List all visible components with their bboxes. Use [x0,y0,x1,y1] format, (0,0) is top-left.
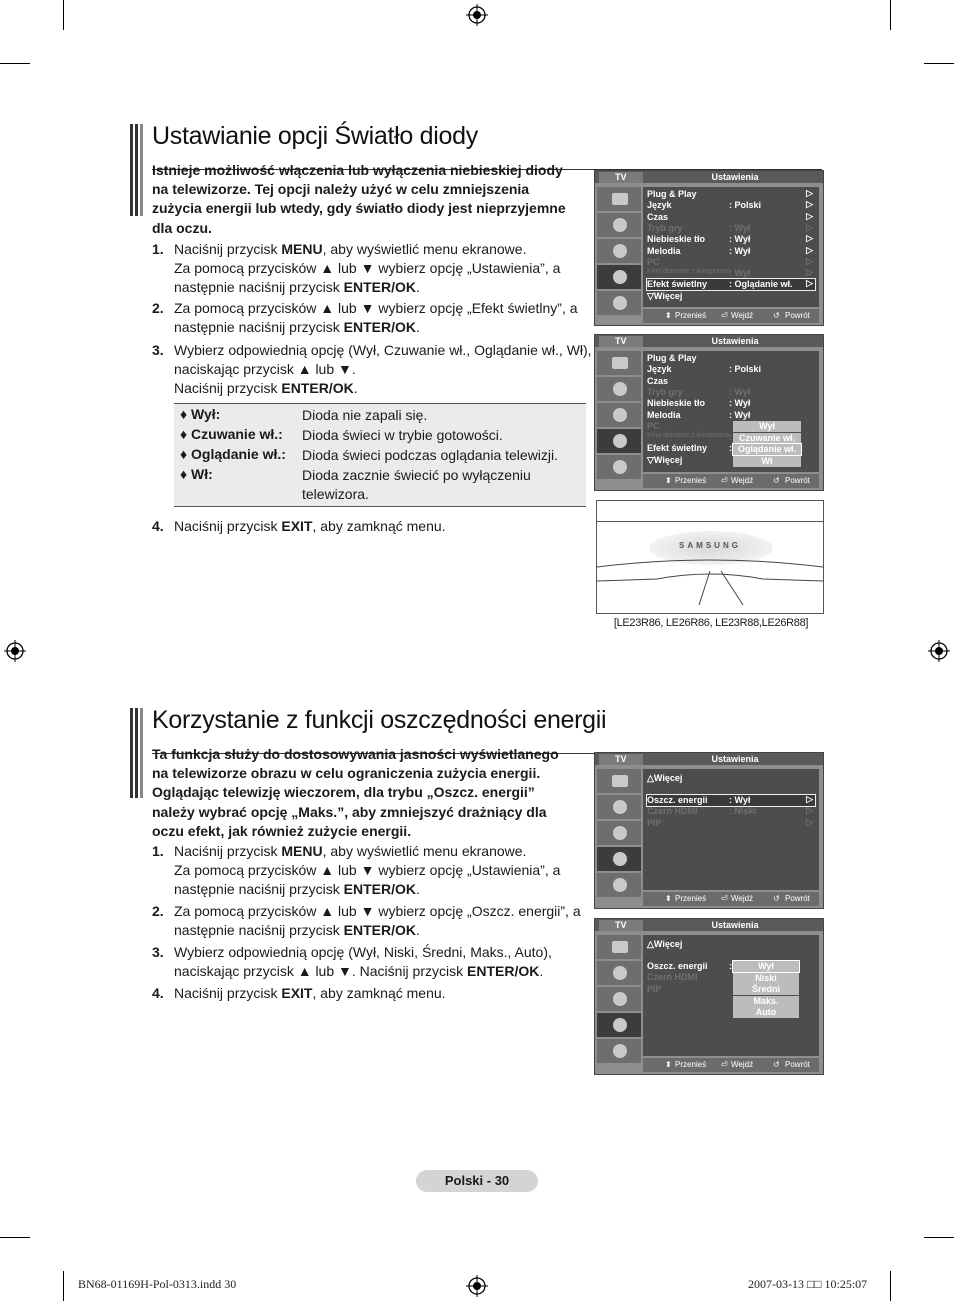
slug-date: 2007-03-13 □□ 10:25:07 [748,1277,868,1291]
return-icon: ↺ [773,1060,780,1069]
osd-menu-item[interactable]: Niebieskie tło : Wył ▷ [647,233,813,245]
osd-menu-item[interactable]: PC [647,420,660,431]
section1-intro: Istnieje możliwość włączenia lub wyłączenia niebieskiej diody na telewizorze. Tej opcji należy użyć w celu zmniejszenia zużycia energii lub wtedy, gdy światło diody jest nieprzyjemne dla oczu. [152,162,566,236]
section1-title: Ustawianie opcji Światło diody [152,122,478,150]
footer-enter: Wejdź [731,894,754,903]
arrow-right-icon: ▷ [806,221,813,232]
osd-menu-item[interactable]: Oszcz. energii : [647,960,732,971]
channel-icon[interactable] [597,403,641,427]
osd-tv-tab: TV [599,336,643,347]
move-icon: ⬍ [665,476,672,485]
osd-menu-item[interactable]: Tryb gry : Wył [647,386,751,397]
arrow-right-icon: ▷ [806,278,813,289]
input-icon[interactable] [597,1039,641,1063]
footer-move: Przenieś [675,476,707,485]
crop-mark [890,0,891,30]
footer-move: Przenieś [675,894,707,903]
input-icon[interactable] [597,455,641,479]
osd-popup-option[interactable]: Auto [733,1007,799,1018]
picture-icon[interactable] [597,935,641,959]
picture-icon[interactable] [597,187,641,211]
crop-mark [924,1237,954,1238]
section2-intro: Ta funkcja służy do dostosowywania jasności wyświetlanego na telewizorze obrazu w celu ograniczenia zużycia energii. Oglądając telewizję wieczorem, dla trybu „Oszcz. energii” należy wybrać opcję „Maks.”, aby zmniejszyć drażniący dla oczu efekt, jak również zużycie energii. [152,746,559,839]
osd-menu-item[interactable]: PIP ▷ [647,816,813,828]
osd-popup-option[interactable]: Średni [733,984,799,995]
footer-back: Powrót [785,1060,810,1069]
osd-menu-item[interactable]: Język : Polski [647,364,762,375]
osd-title: Ustawienia [711,754,759,764]
osd-menu-item[interactable]: PIP [647,983,662,994]
tv-front-illustration [596,500,824,614]
osd-menu-item[interactable]: ▽Więcej [647,454,683,465]
osd-header [595,753,823,765]
crop-mark [63,1271,64,1301]
osd-menu-item[interactable]: Kino domowe z komputera : Wył ▷ [647,267,813,279]
osd-footer [643,474,819,488]
arrow-right-icon: ▷ [806,210,813,221]
osd-menu-item[interactable]: △Więcej [647,939,683,949]
picture-icon[interactable] [597,351,641,375]
osd-popup-option[interactable]: Wył [733,961,799,972]
return-icon: ↺ [773,476,780,485]
osd-menu-item[interactable]: Plug & Play ▷ [647,188,813,199]
osd-popup-option[interactable]: Maks. [733,996,799,1007]
settings-icon[interactable] [597,429,641,453]
osd-footer [643,1058,819,1072]
return-icon: ↺ [773,311,780,320]
footer-back: Powrót [785,311,810,320]
osd-menu-item[interactable]: Plug & Play [647,353,697,363]
registration-mark-icon [466,1275,488,1297]
samsung-logo: SAMSUNG [679,541,741,550]
arrow-right-icon: ▷ [806,805,813,815]
osd-menu-item[interactable]: Czerń HDMI [647,972,698,982]
registration-mark-icon [466,4,488,26]
channel-icon[interactable] [597,239,641,263]
settings-icon[interactable] [597,847,641,871]
arrow-right-icon: ▷ [806,244,813,255]
arrow-right-icon: ▷ [806,255,813,266]
sound-icon[interactable] [597,795,641,819]
osd-menu-item[interactable]: Melodia : Wył ▷ [647,244,813,256]
osd-title: Ustawienia [711,336,759,346]
tv-stand-lines-icon [597,501,823,613]
footer-enter: Wejdź [731,311,754,320]
registration-mark-icon [928,640,950,662]
footer-back: Powrót [785,476,810,485]
osd-menu-item[interactable]: ▽Więcej [647,290,683,301]
osd-menu-item[interactable]: Oszcz. energii : Wył ▷ [647,793,813,805]
enter-icon: ⏎ [721,1060,728,1069]
osd-footer [643,309,819,323]
crop-mark [924,63,954,64]
osd-menu-item[interactable]: PC ▷ [647,255,813,267]
osd-menu-led-popup [594,334,824,491]
footer-back: Powrót [785,894,810,903]
osd-menu-item[interactable]: Czerń HDMI : Niski ▷ [647,805,813,816]
arrow-right-icon: ▷ [806,816,813,827]
osd-tv-tab: TV [599,172,643,183]
settings-icon[interactable] [597,265,641,289]
osd-menu-item[interactable]: Kino domowe z komputera : [647,432,732,443]
osd-popup-option[interactable]: Wł [733,456,801,467]
slug-file: BN68-01169H-Pol-0313.indd 30 [78,1277,237,1291]
footer-enter: Wejdź [731,476,754,485]
heading-bars [130,708,144,798]
osd-footer [643,892,819,906]
osd-tv-tab: TV [599,920,643,931]
osd-menu-item[interactable]: Niebieskie tło : Wył [647,398,751,409]
heading-bars [130,124,144,216]
arrow-right-icon: ▷ [806,267,813,278]
sound-icon[interactable] [597,213,641,237]
arrow-right-icon: ▷ [806,233,813,244]
osd-menu-item[interactable]: Melodia : Wył [647,409,751,420]
footer-enter: Wejdź [731,1060,754,1069]
osd-popup-option[interactable]: Czuwanie wł. [733,433,801,444]
osd-menu-item[interactable]: Czas [647,375,669,386]
osd-menu-item[interactable]: Czas ▷ [647,210,813,222]
crop-mark [0,1237,30,1238]
move-icon: ⬍ [665,311,672,320]
input-icon[interactable] [597,291,641,315]
section2-title: Korzystanie z funkcji oszczędności energii [152,706,607,734]
osd-menu-panel [643,187,819,307]
crop-mark [890,1271,891,1301]
arrow-right-icon: ▷ [806,188,813,198]
page-number-badge: Polski - 30 [416,1170,538,1192]
move-icon: ⬍ [665,894,672,903]
model-caption: [LE23R86, LE26R86, LE23R88,LE26R88] [613,617,809,629]
registration-mark-icon [4,640,26,662]
osd-title: Ustawienia [711,920,759,930]
sound-icon[interactable] [597,377,641,401]
osd-popup-option[interactable]: Niski [733,973,799,984]
osd-menu-item[interactable]: Efekt świetlny : Oglądanie wł. ▷ [647,278,813,290]
enter-icon: ⏎ [721,894,728,903]
footer-move: Przenieś [675,1060,707,1069]
osd-popup-option[interactable]: Wył [733,421,801,432]
led-options-table: ♦ Wył: Dioda nie zapali się. ♦ Czuwanie wł.: Dioda świeci w trybie gotowości. ♦ Oglądanie wł.: Dioda świeci podczas oglądania telewizji. ♦ Wł: Dioda zacznie świecić po wyłączeniu telewizora. [174,403,586,507]
enter-icon: ⏎ [721,311,728,320]
osd-menu-item[interactable]: Język : Polski ▷ [647,199,813,211]
arrow-right-icon: ▷ [806,793,813,804]
return-icon: ↺ [773,894,780,903]
crop-mark [63,0,64,30]
osd-menu-energy-saving [594,752,824,909]
osd-menu-item[interactable]: △Więcej [647,773,683,783]
enter-icon: ⏎ [721,476,728,485]
settings-icon[interactable] [597,1013,641,1037]
osd-header [595,919,823,931]
move-icon: ⬍ [665,1060,672,1069]
input-icon[interactable] [597,873,641,897]
osd-tv-tab: TV [599,754,643,765]
osd-menu-settings-1 [594,170,824,326]
picture-icon[interactable] [597,769,641,793]
channel-icon[interactable] [597,821,641,845]
osd-menu-item[interactable]: Efekt świetlny : [647,443,732,454]
footer-move: Przenieś [675,311,707,320]
osd-menu-panel [643,769,819,890]
arrow-right-icon: ▷ [806,199,813,210]
osd-menu-item[interactable]: Tryb gry : Wył ▷ [647,221,813,233]
crop-mark [0,63,30,64]
osd-header [595,171,823,183]
osd-menu-energy-popup [594,918,824,1075]
osd-menu-panel [643,935,819,1056]
osd-title: Ustawienia [711,172,759,182]
osd-header [595,335,823,347]
channel-icon[interactable] [597,987,641,1011]
osd-menu-panel [643,351,819,472]
osd-popup-option[interactable]: Oglądanie wł. [733,444,801,455]
sound-icon[interactable] [597,961,641,985]
